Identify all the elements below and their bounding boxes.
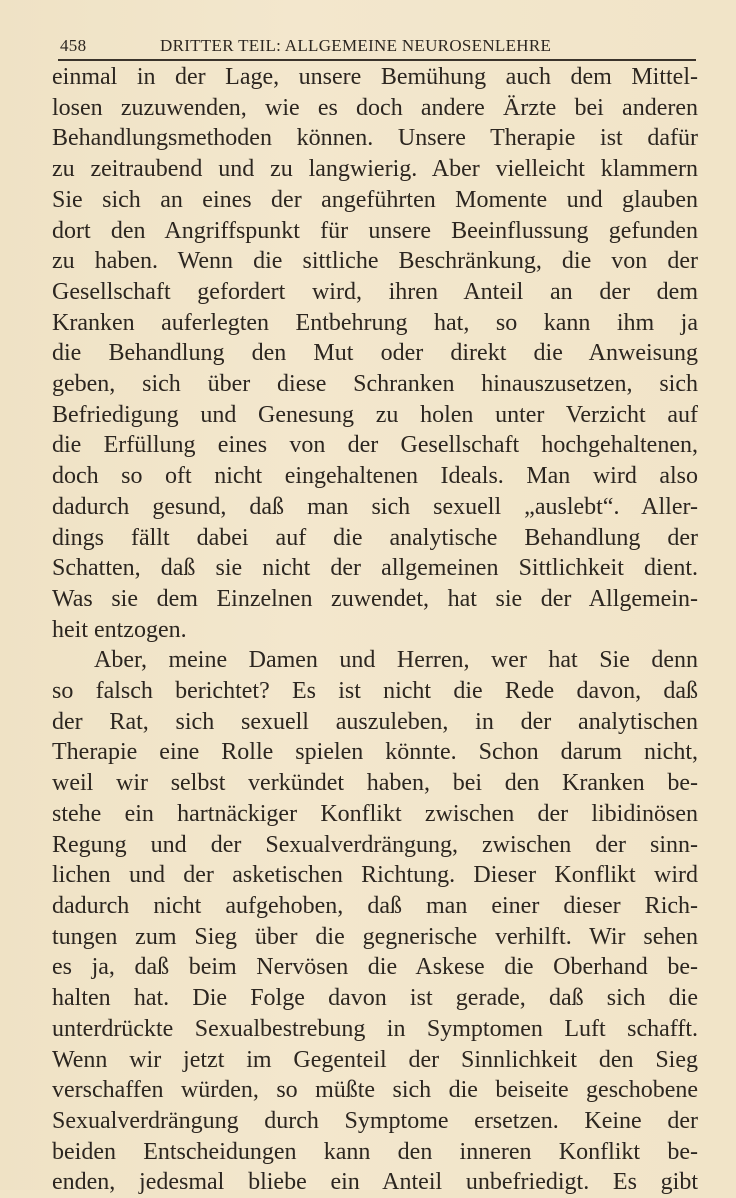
text-line: zu haben. Wenn die sittliche Beschränkung, die von der bbox=[52, 248, 698, 275]
text-line: es ja, daß beim Nervösen die Askese die Oberhand be- bbox=[52, 954, 698, 981]
text-line: Kranken auferlegten Entbehrung hat, so kann ihm ja bbox=[52, 309, 698, 336]
text-line: Behandlungsmethoden können. Unsere Therapie ist dafür bbox=[52, 125, 698, 152]
text-line: tungen zum Sieg über die gegnerische verhilft. Wir sehen bbox=[52, 923, 698, 950]
text-line: geben, sich über diese Schranken hinauszusetzen, sich bbox=[52, 371, 698, 398]
text-line: so falsch berichtet? Es ist nicht die Rede davon, daß bbox=[52, 678, 698, 705]
text-line: die Behandlung den Mut oder direkt die Anweisung bbox=[52, 340, 698, 367]
text-line: Schatten, daß sie nicht der allgemeinen Sittlichkeit dient. bbox=[52, 555, 698, 582]
text-line: Was sie dem Einzelnen zuwendet, hat sie der Allgemein- bbox=[52, 585, 698, 612]
header-rule bbox=[58, 59, 696, 61]
text-line: verschaffen würden, so müßte sich die beiseite geschobene bbox=[52, 1077, 698, 1104]
text-line: die Erfüllung eines von der Gesellschaft hochgehaltenen, bbox=[52, 432, 698, 459]
text-line: enden, jedesmal bliebe ein Anteil unbefriedigt. Es gibt bbox=[52, 1169, 698, 1196]
text-line: Sexualverdrängung durch Symptome ersetzen. Keine der bbox=[52, 1107, 698, 1134]
text-line: doch so oft nicht eingehaltenen Ideals. Man wird also bbox=[52, 463, 698, 490]
text-line: heit entzogen. bbox=[52, 616, 187, 643]
body-text bbox=[52, 62, 698, 1198]
text-line: dadurch nicht aufgehoben, daß man einer dieser Rich- bbox=[52, 892, 698, 919]
text-line: dings fällt dabei auf die analytische Behandlung der bbox=[52, 524, 698, 551]
paragraph bbox=[52, 645, 698, 1198]
text-line: Therapie eine Rolle spielen könnte. Schon darum nicht, bbox=[52, 739, 698, 766]
text-line: dort den Angriffspunkt für unsere Beeinflussung gefunden bbox=[52, 217, 698, 244]
text-line: zu zeitraubend und zu langwierig. Aber vielleicht klammern bbox=[52, 156, 698, 183]
text-line: weil wir selbst verkündet haben, bei den Kranken be- bbox=[52, 770, 698, 797]
text-line: beiden Entscheidungen kann den inneren Konflikt be- bbox=[52, 1138, 698, 1165]
text-line: Sie sich an eines der angeführten Momente und glauben bbox=[52, 186, 698, 213]
text-line: Befriedigung und Genesung zu holen unter Verzicht auf bbox=[52, 401, 698, 428]
text-line: stehe ein hartnäckiger Konflikt zwischen der libidinösen bbox=[52, 800, 698, 827]
text-line: Regung und der Sexualverdrängung, zwischen der sinn- bbox=[52, 831, 698, 858]
text-line: Gesellschaft gefordert wird, ihren Anteil an der dem bbox=[52, 278, 698, 305]
text-line: einmal in der Lage, unsere Bemühung auch dem Mittel- bbox=[52, 64, 698, 90]
text-line: halten hat. Die Folge davon ist gerade, daß sich die bbox=[52, 985, 698, 1012]
text-line: lichen und der asketischen Richtung. Dieser Konflikt wird bbox=[52, 862, 698, 889]
text-line: Aber, meine Damen und Herren, wer hat Sie denn bbox=[94, 647, 698, 674]
text-line: unterdrückte Sexualbestrebung in Symptomen Luft schafft. bbox=[52, 1015, 698, 1042]
page-header bbox=[60, 36, 696, 60]
paragraph bbox=[52, 62, 698, 645]
page-number: 458 bbox=[60, 36, 87, 55]
text-line: der Rat, sich sexuell auszuleben, in der analytischen bbox=[52, 708, 698, 735]
text-line: Wenn wir jetzt im Gegenteil der Sinnlichkeit den Sieg bbox=[52, 1046, 698, 1073]
text-line: dadurch gesund, daß man sich sexuell „auslebt“. Aller- bbox=[52, 493, 698, 520]
running-head: DRITTER TEIL: ALLGEMEINE NEUROSENLEHRE bbox=[160, 36, 552, 55]
text-line: losen zuzuwenden, wie es doch andere Ärzte bei anderen bbox=[52, 94, 698, 121]
